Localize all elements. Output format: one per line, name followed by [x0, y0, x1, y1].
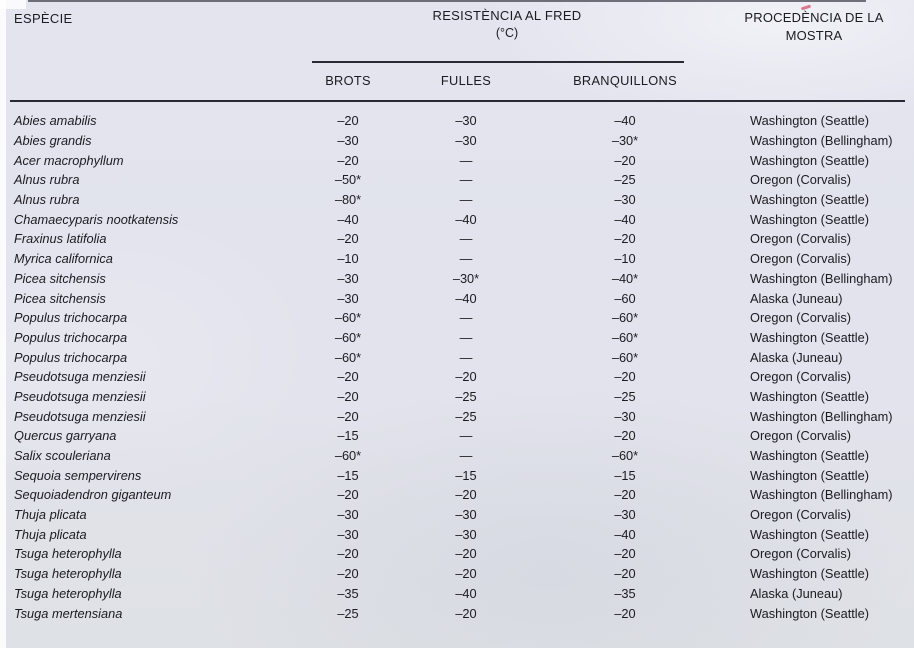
brots-cell: –20	[337, 388, 359, 404]
origin-cell: Oregon (Corvalis)	[750, 546, 851, 562]
species-cell: Fraxinus latifolia	[14, 231, 107, 247]
column-header-species: ESPÈCIE	[14, 11, 73, 26]
species-cell: Myrica californica	[14, 251, 113, 267]
brots-cell: –25	[337, 605, 359, 621]
species-cell: Pseudotsuga menziesii	[14, 388, 146, 404]
origin-cell: Oregon (Corvalis)	[750, 251, 851, 267]
origin-cell: Washington (Bellingham)	[750, 408, 893, 424]
origin-cell: Washington (Bellingham)	[750, 270, 893, 286]
branquillons-cell: –30*	[611, 133, 639, 149]
fulles-cell: —	[459, 329, 473, 345]
species-cell: Tsuga heterophylla	[14, 546, 122, 562]
branquillons-cell: –40	[614, 113, 636, 129]
column-group-unit: (°C)	[495, 26, 519, 40]
branquillons-cell: –20	[614, 487, 636, 503]
branquillons-cell: –20	[614, 369, 636, 385]
brots-cell: –15	[337, 467, 359, 483]
brots-cell: –20	[337, 231, 359, 247]
table-row	[14, 426, 904, 446]
species-cell: Alnus rubra	[14, 172, 80, 188]
brots-cell: –20	[337, 152, 359, 168]
fulles-cell: –20	[455, 566, 477, 582]
table-body	[0, 111, 914, 623]
species-cell: Abies amabilis	[14, 113, 97, 129]
table-row	[14, 603, 904, 623]
column-header-origin-line1: PROCEDÈNCIA DE LA	[744, 10, 884, 25]
origin-cell: Washington (Seattle)	[750, 192, 870, 208]
brots-cell: –60*	[334, 448, 362, 464]
branquillons-cell: –20	[614, 566, 636, 582]
species-cell: Populus trichocarpa	[14, 310, 128, 326]
species-cell: Sequoiadendron giganteum	[14, 487, 172, 503]
table-row	[14, 229, 904, 249]
fulles-cell: –25	[455, 408, 477, 424]
branquillons-cell: –60	[614, 290, 636, 306]
brots-cell: –20	[337, 546, 359, 562]
origin-cell: Washington (Seattle)	[750, 448, 870, 464]
table-row	[14, 367, 904, 387]
brots-cell: –30	[337, 507, 359, 523]
branquillons-cell: –60*	[611, 310, 639, 326]
fulles-cell: –40	[455, 585, 477, 601]
fulles-cell: –15	[455, 467, 477, 483]
fulles-cell: –30	[455, 507, 477, 523]
column-group-underline	[312, 61, 684, 63]
column-group-title: RESISTÈNCIA AL FRED	[432, 8, 582, 23]
origin-cell: Alaska (Juneau)	[750, 585, 843, 601]
table-row	[14, 150, 904, 170]
fulles-cell: —	[459, 192, 473, 208]
origin-cell: Washington (Seattle)	[750, 566, 870, 582]
species-cell: Quercus garryana	[14, 428, 117, 444]
fulles-cell: —	[459, 152, 473, 168]
table-row	[14, 465, 904, 485]
species-cell: Acer macrophyllum	[14, 152, 124, 168]
species-cell: Tsuga heterophylla	[14, 585, 122, 601]
species-cell: Pseudotsuga menziesii	[14, 369, 146, 385]
species-cell: Alnus rubra	[14, 192, 80, 208]
fulles-cell: —	[459, 310, 473, 326]
origin-cell: Oregon (Corvalis)	[750, 172, 851, 188]
branquillons-cell: –40	[614, 526, 636, 542]
origin-cell: Alaska (Juneau)	[750, 290, 843, 306]
origin-cell: Oregon (Corvalis)	[750, 507, 851, 523]
column-header-brots: BROTS	[325, 73, 371, 88]
table-row	[14, 485, 904, 505]
origin-cell: Oregon (Corvalis)	[750, 428, 851, 444]
fulles-cell: –30*	[452, 270, 480, 286]
branquillons-cell: –10	[614, 251, 636, 267]
branquillons-cell: –25	[614, 388, 636, 404]
origin-cell: Washington (Bellingham)	[750, 133, 893, 149]
brots-cell: –20	[337, 566, 359, 582]
fulles-cell: –20	[455, 605, 477, 621]
branquillons-cell: –30	[614, 192, 636, 208]
table-row	[14, 288, 904, 308]
fulles-cell: –30	[455, 133, 477, 149]
table-row	[14, 446, 904, 466]
fulles-cell: —	[459, 448, 473, 464]
origin-cell: Oregon (Corvalis)	[750, 310, 851, 326]
branquillons-cell: –60*	[611, 448, 639, 464]
table-row	[14, 544, 904, 564]
fulles-cell: —	[459, 251, 473, 267]
origin-cell: Washington (Seattle)	[750, 211, 870, 227]
origin-cell: Washington (Seattle)	[750, 152, 870, 168]
origin-cell: Alaska (Juneau)	[750, 349, 843, 365]
table-row	[14, 328, 904, 348]
column-header-branquillons: BRANQUILLONS	[573, 73, 677, 88]
branquillons-cell: –35	[614, 585, 636, 601]
species-cell: Salix scouleriana	[14, 448, 111, 464]
brots-cell: –10	[337, 251, 359, 267]
branquillons-cell: –20	[614, 428, 636, 444]
branquillons-cell: –20	[614, 152, 636, 168]
table-row	[14, 524, 904, 544]
brots-cell: –50*	[334, 172, 362, 188]
branquillons-cell: –30	[614, 408, 636, 424]
branquillons-cell: –40*	[611, 270, 639, 286]
origin-cell: Washington (Seattle)	[750, 113, 870, 129]
brots-cell: –20	[337, 369, 359, 385]
fulles-cell: —	[459, 349, 473, 365]
brots-cell: –30	[337, 133, 359, 149]
table-row	[14, 131, 904, 151]
fulles-cell: –25	[455, 388, 477, 404]
table-row	[14, 347, 904, 367]
table-row	[14, 111, 904, 131]
brots-cell: –20	[337, 113, 359, 129]
species-cell: Tsuga mertensiana	[14, 605, 123, 621]
origin-cell: Oregon (Corvalis)	[750, 231, 851, 247]
sub-header-row	[294, 73, 720, 88]
origin-cell: Washington (Seattle)	[750, 467, 870, 483]
brots-cell: –30	[337, 526, 359, 542]
branquillons-cell: –20	[614, 231, 636, 247]
table-row	[14, 564, 904, 584]
origin-cell: Washington (Bellingham)	[750, 487, 893, 503]
species-cell: Sequoia sempervirens	[14, 467, 142, 483]
fulles-cell: –20	[455, 369, 477, 385]
species-cell: Thuja plicata	[14, 526, 87, 542]
species-cell: Populus trichocarpa	[14, 349, 128, 365]
table-row	[14, 406, 904, 426]
fulles-cell: –20	[455, 546, 477, 562]
fulles-cell: —	[459, 231, 473, 247]
brots-cell: –80*	[334, 192, 362, 208]
column-header-origin-line2: MOSTRA	[785, 28, 843, 43]
table-row	[14, 170, 904, 190]
brots-cell: –60*	[334, 329, 362, 345]
species-cell: Abies grandis	[14, 133, 92, 149]
species-cell: Picea sitchensis	[14, 270, 106, 286]
table-row	[14, 505, 904, 525]
branquillons-cell: –15	[614, 467, 636, 483]
fulles-cell: —	[459, 428, 473, 444]
brots-cell: –20	[337, 487, 359, 503]
column-header-fulles: FULLES	[440, 73, 492, 88]
table-row	[14, 209, 904, 229]
branquillons-cell: –25	[614, 172, 636, 188]
column-header-origin	[720, 9, 908, 45]
branquillons-cell: –60*	[611, 349, 639, 365]
brots-cell: –15	[337, 428, 359, 444]
branquillons-cell: –20	[614, 605, 636, 621]
species-cell: Thuja plicata	[14, 507, 87, 523]
header-rule	[10, 100, 905, 102]
branquillons-cell: –30	[614, 507, 636, 523]
fulles-cell: –20	[455, 487, 477, 503]
table-row	[14, 269, 904, 289]
branquillons-cell: –20	[614, 546, 636, 562]
origin-cell: Washington (Seattle)	[750, 526, 870, 542]
table-row	[14, 249, 904, 269]
table-row	[14, 584, 904, 604]
fulles-cell: —	[459, 172, 473, 188]
species-cell: Tsuga heterophylla	[14, 566, 122, 582]
brots-cell: –60*	[334, 349, 362, 365]
fulles-cell: –30	[455, 113, 477, 129]
table-row	[14, 308, 904, 328]
brots-cell: –40	[337, 211, 359, 227]
species-cell: Pseudotsuga menziesii	[14, 408, 146, 424]
origin-cell: Washington (Seattle)	[750, 605, 870, 621]
table-header	[0, 0, 914, 103]
origin-cell: Oregon (Corvalis)	[750, 369, 851, 385]
fulles-cell: –40	[455, 211, 477, 227]
species-cell: Chamaecyparis nootkatensis	[14, 211, 179, 227]
fulles-cell: –30	[455, 526, 477, 542]
table-row	[14, 190, 904, 210]
origin-cell: Washington (Seattle)	[750, 329, 870, 345]
branquillons-cell: –40	[614, 211, 636, 227]
branquillons-cell: –60*	[611, 329, 639, 345]
origin-cell: Washington (Seattle)	[750, 388, 870, 404]
brots-cell: –30	[337, 290, 359, 306]
species-cell: Picea sitchensis	[14, 290, 106, 306]
brots-cell: –60*	[334, 310, 362, 326]
table-row	[14, 387, 904, 407]
brots-cell: –20	[337, 408, 359, 424]
brots-cell: –30	[337, 270, 359, 286]
brots-cell: –35	[337, 585, 359, 601]
fulles-cell: –40	[455, 290, 477, 306]
species-cell: Populus trichocarpa	[14, 329, 128, 345]
